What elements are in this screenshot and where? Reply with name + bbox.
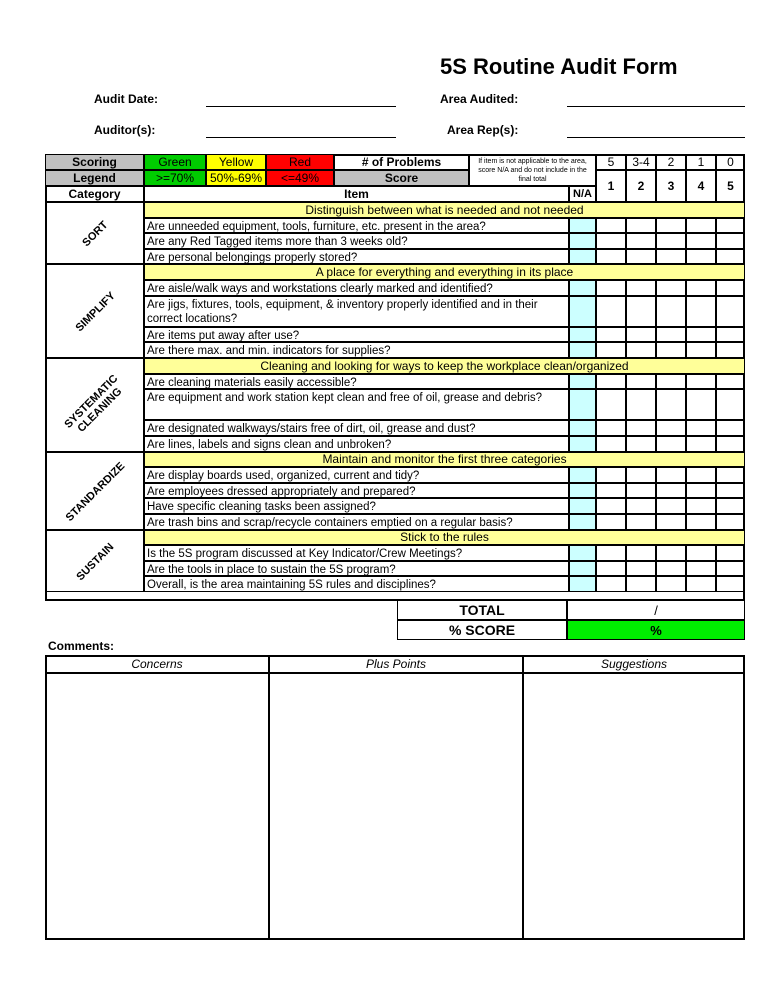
question-item: Are there max. and min. indicators for supplies? (144, 342, 569, 358)
na-checkbox[interactable] (569, 342, 596, 358)
score-checkbox[interactable] (626, 561, 656, 577)
score-checkbox[interactable] (656, 576, 686, 592)
score-checkbox[interactable] (716, 389, 745, 420)
na-checkbox[interactable] (569, 327, 596, 343)
problems-header: # of Problems (334, 154, 469, 170)
score-checkbox[interactable] (626, 296, 656, 327)
score-checkbox[interactable] (656, 342, 686, 358)
question-item: Are lines, labels and signs clean and unbroken? (144, 436, 569, 452)
score-checkbox[interactable] (686, 327, 716, 343)
score-checkbox[interactable] (596, 218, 626, 234)
plus-points-area[interactable] (269, 673, 523, 940)
category-cell (45, 264, 144, 358)
score-checkbox[interactable] (716, 467, 745, 483)
form-title: 5S Routine Audit Form (440, 54, 678, 79)
category-label: SIMPLIFY (73, 290, 118, 335)
score-checkbox[interactable] (596, 249, 626, 265)
score-checkbox[interactable] (686, 374, 716, 390)
score-checkbox[interactable] (626, 545, 656, 561)
score-checkbox[interactable] (716, 498, 745, 514)
score-checkbox[interactable] (626, 218, 656, 234)
score-checkbox[interactable] (716, 420, 745, 436)
score-checkbox[interactable] (656, 545, 686, 561)
score-checkbox[interactable] (686, 498, 716, 514)
score-checkbox[interactable] (596, 514, 626, 530)
na-checkbox[interactable] (569, 467, 596, 483)
score-checkbox[interactable] (596, 467, 626, 483)
score-checkbox[interactable] (596, 374, 626, 390)
concerns-header: Concerns (45, 655, 269, 673)
score-checkbox[interactable] (716, 561, 745, 577)
na-checkbox[interactable] (569, 218, 596, 234)
score-checkbox[interactable] (626, 374, 656, 390)
score-checkbox[interactable] (596, 327, 626, 343)
score-checkbox[interactable] (656, 218, 686, 234)
question-item: Are the tools in place to sustain the 5S program? (144, 561, 569, 577)
score-checkbox[interactable] (686, 233, 716, 249)
question-item: Are display boards used, organized, current and tidy? (144, 467, 569, 483)
section-header: Stick to the rules (144, 530, 745, 546)
score-checkbox[interactable] (716, 514, 745, 530)
section-header: Distinguish between what is needed and not needed (144, 202, 745, 218)
score-checkbox[interactable] (716, 374, 745, 390)
score-checkbox[interactable] (626, 233, 656, 249)
score-checkbox[interactable] (596, 389, 626, 420)
score-checkbox[interactable] (656, 389, 686, 420)
score-checkbox[interactable] (686, 561, 716, 577)
na-header: N/A (569, 186, 596, 202)
category-label: SORT (80, 219, 111, 250)
scoring-label: Scoring (45, 154, 144, 170)
score-checkbox[interactable] (596, 576, 626, 592)
score-checkbox[interactable] (686, 436, 716, 452)
question-item: Have specific cleaning tasks been assigned? (144, 498, 569, 514)
score-checkbox[interactable] (626, 467, 656, 483)
score-checkbox[interactable] (686, 420, 716, 436)
question-item: Are personal belongings properly stored? (144, 249, 569, 265)
auditors-field[interactable] (206, 137, 396, 138)
score-checkbox[interactable] (656, 436, 686, 452)
category-label: STANDARDIZE (63, 459, 128, 524)
score-checkbox[interactable] (626, 420, 656, 436)
section-header: Maintain and monitor the first three categories (144, 452, 745, 468)
score-checkbox[interactable] (626, 342, 656, 358)
score-checkbox[interactable] (656, 249, 686, 265)
score-checkbox[interactable] (686, 218, 716, 234)
na-note: If item is not applicable to the area, score N/A and do not include in the final total (469, 154, 596, 186)
problem-count-3-4: 3-4 (626, 154, 656, 170)
score-5: 5 (716, 170, 745, 202)
na-checkbox[interactable] (569, 436, 596, 452)
score-header: Score (334, 170, 469, 186)
pct-score-value[interactable]: % (567, 620, 745, 640)
na-checkbox[interactable] (569, 545, 596, 561)
legend-red: Red (266, 154, 334, 170)
area-audited-field[interactable] (567, 106, 745, 107)
score-checkbox[interactable] (626, 498, 656, 514)
problem-count-1: 1 (686, 154, 716, 170)
na-checkbox[interactable] (569, 374, 596, 390)
score-checkbox[interactable] (656, 498, 686, 514)
category-label: SUSTAIN (74, 540, 117, 583)
problem-count-2: 2 (656, 154, 686, 170)
score-checkbox[interactable] (716, 545, 745, 561)
comments-label: Comments: (48, 639, 115, 653)
question-item: Are cleaning materials easily accessible? (144, 374, 569, 390)
score-checkbox[interactable] (596, 420, 626, 436)
question-item: Is the 5S program discussed at Key Indicator/Crew Meetings? (144, 545, 569, 561)
suggestions-area[interactable] (523, 673, 745, 940)
score-checkbox[interactable] (626, 389, 656, 420)
score-checkbox[interactable] (626, 576, 656, 592)
score-checkbox[interactable] (626, 327, 656, 343)
legend-yellow: Yellow (206, 154, 266, 170)
legend-green-range: >=70% (144, 170, 206, 186)
score-checkbox[interactable] (596, 280, 626, 296)
question-item: Are any Red Tagged items more than 3 weeks old? (144, 233, 569, 249)
score-checkbox[interactable] (596, 296, 626, 327)
suggestions-header: Suggestions (523, 655, 745, 673)
category-cell (45, 202, 144, 264)
problem-count-0: 0 (716, 154, 745, 170)
score-checkbox[interactable] (716, 576, 745, 592)
score-checkbox[interactable] (686, 296, 716, 327)
score-checkbox[interactable] (596, 483, 626, 499)
score-checkbox[interactable] (716, 249, 745, 265)
section-header: A place for everything and everything in its place (144, 264, 745, 280)
score-checkbox[interactable] (686, 545, 716, 561)
total-value[interactable]: / (567, 600, 745, 620)
score-checkbox[interactable] (656, 561, 686, 577)
score-checkbox[interactable] (686, 514, 716, 530)
score-checkbox[interactable] (626, 280, 656, 296)
audit-date-label: Audit Date: (94, 92, 158, 106)
problem-count-5: 5 (596, 154, 626, 170)
na-checkbox[interactable] (569, 483, 596, 499)
category-header: Category (45, 186, 144, 202)
total-label: TOTAL (397, 600, 567, 620)
score-checkbox[interactable] (686, 576, 716, 592)
score-checkbox[interactable] (686, 249, 716, 265)
score-checkbox[interactable] (686, 483, 716, 499)
score-checkbox[interactable] (716, 342, 745, 358)
na-checkbox[interactable] (569, 561, 596, 577)
score-checkbox[interactable] (656, 327, 686, 343)
section-header: Cleaning and looking for ways to keep the workplace clean/organized (144, 358, 745, 374)
question-item: Are aisle/walk ways and workstations clearly marked and identified? (144, 280, 569, 296)
na-checkbox[interactable] (569, 296, 596, 327)
question-item: Are equipment and work station kept clean and free of oil, grease and debris? (144, 389, 569, 420)
score-checkbox[interactable] (656, 296, 686, 327)
plus-points-header: Plus Points (269, 655, 523, 673)
pct-score-label: % SCORE (397, 620, 567, 640)
area-audited-label: Area Audited: (440, 92, 519, 106)
score-checkbox[interactable] (716, 218, 745, 234)
score-checkbox[interactable] (656, 233, 686, 249)
question-item: Are unneeded equipment, tools, furniture, etc. present in the area? (144, 218, 569, 234)
na-checkbox[interactable] (569, 280, 596, 296)
legend-red-range: <=49% (266, 170, 334, 186)
auditors-label: Auditor(s): (94, 123, 156, 137)
question-item: Are employees dressed appropriately and prepared? (144, 483, 569, 499)
score-4: 4 (686, 170, 716, 202)
question-item: Overall, is the area maintaining 5S rules and disciplines? (144, 576, 569, 592)
na-checkbox[interactable] (569, 576, 596, 592)
question-item: Are jigs, fixtures, tools, equipment, & inventory properly identified and in their correct locations? (144, 296, 569, 327)
na-checkbox[interactable] (569, 420, 596, 436)
audit-date-field[interactable] (206, 106, 396, 107)
score-checkbox[interactable] (716, 296, 745, 327)
score-checkbox[interactable] (656, 420, 686, 436)
score-checkbox[interactable] (716, 233, 745, 249)
score-checkbox[interactable] (716, 436, 745, 452)
category-cell (45, 358, 144, 452)
na-checkbox[interactable] (569, 498, 596, 514)
category-label: SYSTEMATIC CLEANING (62, 372, 125, 435)
score-checkbox[interactable] (716, 483, 745, 499)
score-checkbox[interactable] (686, 467, 716, 483)
category-cell (45, 530, 144, 592)
score-checkbox[interactable] (596, 436, 626, 452)
score-2: 2 (626, 170, 656, 202)
score-checkbox[interactable] (686, 389, 716, 420)
na-checkbox[interactable] (569, 514, 596, 530)
score-checkbox[interactable] (656, 280, 686, 296)
score-3: 3 (656, 170, 686, 202)
score-checkbox[interactable] (596, 498, 626, 514)
score-checkbox[interactable] (596, 545, 626, 561)
legend-label: Legend (45, 170, 144, 186)
score-checkbox[interactable] (626, 436, 656, 452)
score-checkbox[interactable] (656, 374, 686, 390)
legend-yellow-range: 50%-69% (206, 170, 266, 186)
na-checkbox[interactable] (569, 249, 596, 265)
question-item: Are items put away after use? (144, 327, 569, 343)
score-checkbox[interactable] (686, 342, 716, 358)
concerns-area[interactable] (45, 673, 269, 940)
legend-green: Green (144, 154, 206, 170)
score-checkbox[interactable] (626, 514, 656, 530)
score-checkbox[interactable] (716, 327, 745, 343)
area-reps-field[interactable] (567, 137, 745, 138)
score-1: 1 (596, 170, 626, 202)
na-checkbox[interactable] (569, 389, 596, 420)
score-checkbox[interactable] (656, 483, 686, 499)
question-item: Are designated walkways/stairs free of dirt, oil, grease and dust? (144, 420, 569, 436)
score-checkbox[interactable] (626, 249, 656, 265)
score-checkbox[interactable] (596, 233, 626, 249)
item-header: Item (144, 186, 569, 202)
question-item: Are trash bins and scrap/recycle containers emptied on a regular basis? (144, 514, 569, 530)
score-checkbox[interactable] (656, 514, 686, 530)
score-checkbox[interactable] (596, 561, 626, 577)
score-checkbox[interactable] (686, 280, 716, 296)
score-checkbox[interactable] (656, 467, 686, 483)
score-checkbox[interactable] (596, 342, 626, 358)
score-checkbox[interactable] (626, 483, 656, 499)
na-checkbox[interactable] (569, 233, 596, 249)
area-reps-label: Area Rep(s): (447, 123, 519, 137)
category-cell (45, 452, 144, 530)
score-checkbox[interactable] (716, 280, 745, 296)
